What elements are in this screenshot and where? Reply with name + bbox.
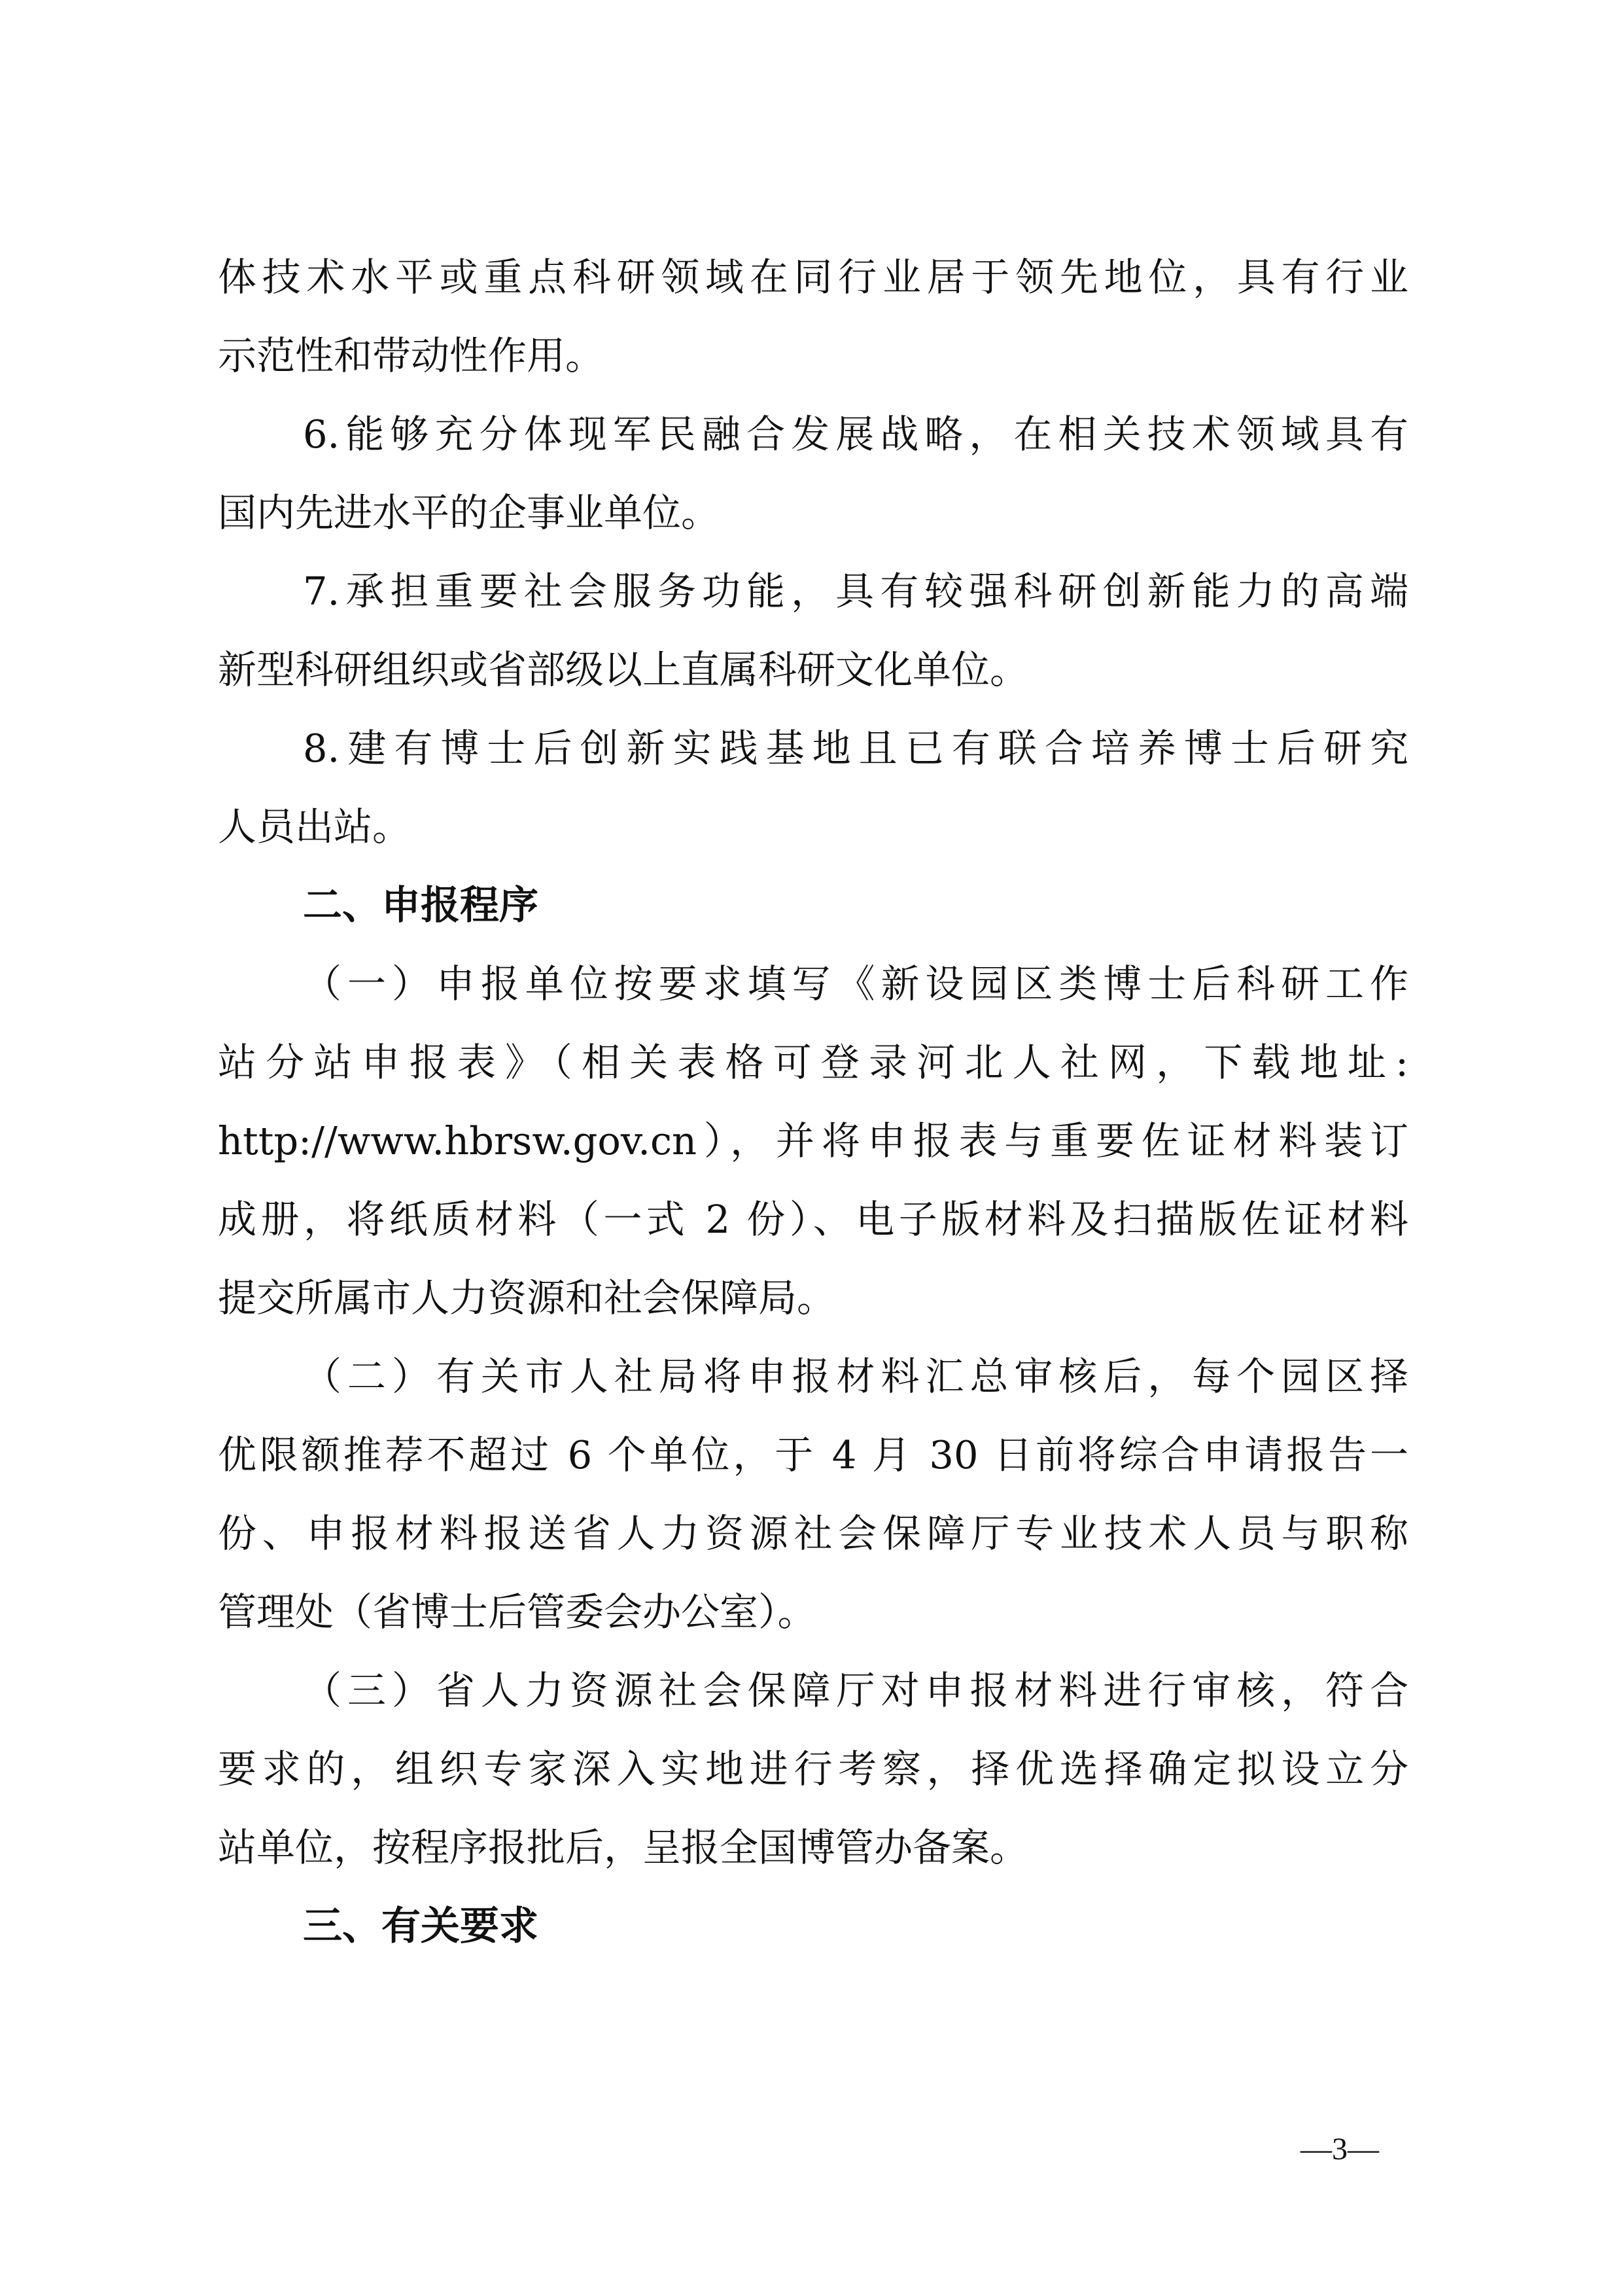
list-item-7 — [303, 565, 1408, 618]
body-text-line: 人员出站。 — [218, 804, 411, 849]
paragraph-1-line: （一）申报单位按要求填写《新设园区类博士后科研工作 — [303, 961, 1408, 1006]
paragraph-2-line: 优限额推荐不超过 6 个单位，于 4 月 30 日前将综合申请报告一 — [218, 1432, 1408, 1477]
paragraph-1-line: http://www.hbrsw.gov.cn），并将申报表与重要佐证材料装订 — [218, 1118, 1408, 1163]
body-text-line: 示范性和带动性作用。 — [218, 333, 604, 378]
paragraph-3-line: 站单位，按程序报批后，呈报全国博管办备案。 — [218, 1825, 1029, 1870]
body-text-line: 国内先进水平的企事业单位。 — [218, 490, 720, 535]
list-item-text: 6.能够充分体现军民融合发展战略，在相关技术领域具有 — [303, 412, 1408, 457]
paragraph-2-line: 管理处（省博士后管委会办公室）。 — [218, 1589, 816, 1634]
list-item-6 — [303, 408, 1408, 461]
list-item-text: 7.承担重要社会服务功能，具有较强科研创新能力的高端 — [303, 569, 1408, 614]
section-heading-procedure: 二、申报程序 — [303, 883, 538, 928]
body-text-line: 体技术水平或重点科研领域在同行业居于领先地位，具有行业 — [218, 255, 1408, 300]
paragraph-3-line: （三）省人力资源社会保障厅对申报材料进行审核，符合 — [303, 1668, 1408, 1713]
paragraph-1-line: 提交所属市人力资源和社会保障局。 — [218, 1275, 836, 1320]
list-item-8 — [303, 722, 1408, 775]
body-text-line: 新型科研组织或省部级以上直属科研文化单位。 — [218, 647, 1029, 692]
page-number: —3— — [1300, 2132, 1379, 2166]
paragraph-2-line: （二）有关市人社局将申报材料汇总审核后，每个园区择 — [303, 1354, 1408, 1399]
paragraph-1-line: 站分站申报表》（相关表格可登录河北人社网，下载地址: — [218, 1040, 1408, 1085]
paragraph-1-line: 成册，将纸质材料（一式 2 份）、电子版材料及扫描版佐证材料 — [218, 1197, 1408, 1242]
paragraph-2-line: 份、申报材料报送省人力资源社会保障厅专业技术人员与职称 — [218, 1511, 1408, 1556]
section-heading-requirements: 三、有关要求 — [303, 1903, 538, 1949]
paragraph-3-line: 要求的，组织专家深入实地进行考察，择优选择确定拟设立分 — [218, 1746, 1408, 1792]
list-item-text: 8.建有博士后创新实践基地且已有联合培养博士后研究 — [303, 726, 1408, 771]
